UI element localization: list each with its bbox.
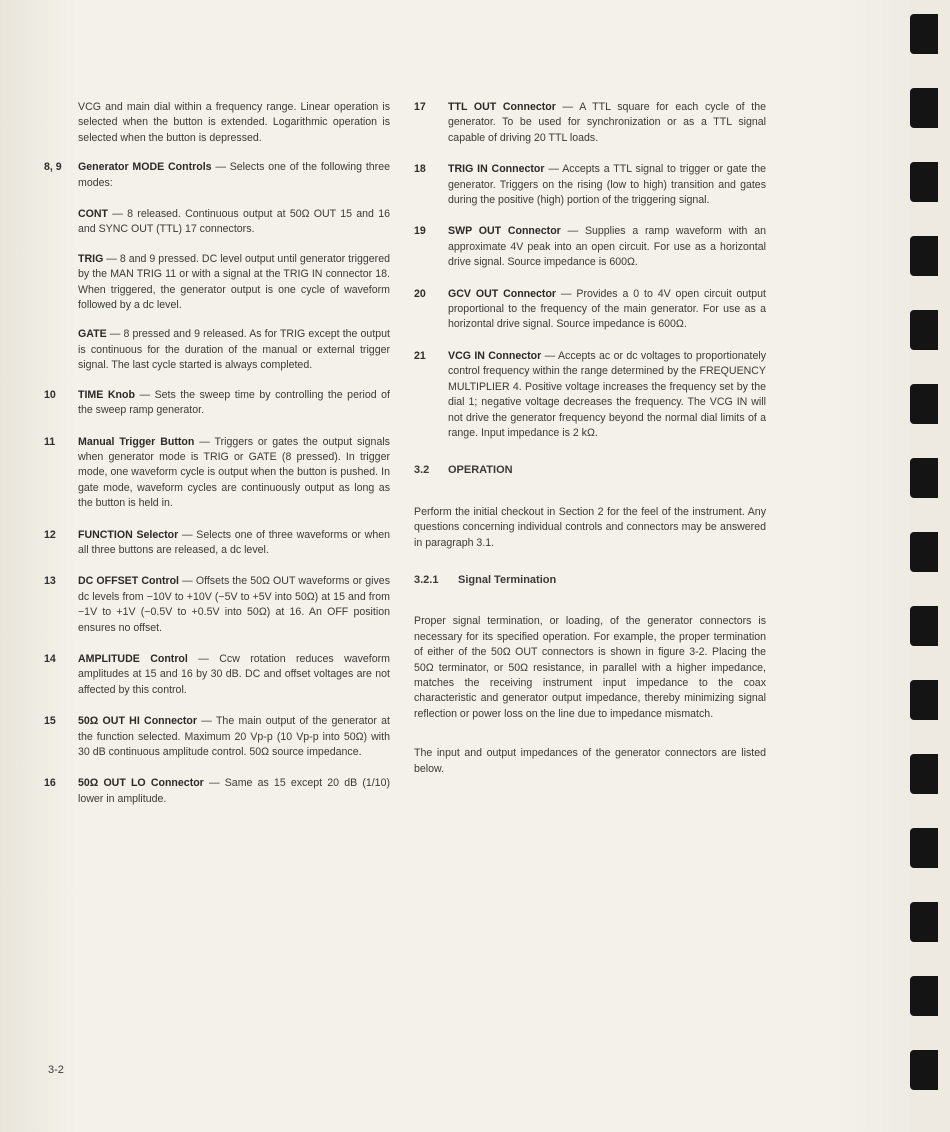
item-number: 12 xyxy=(44,528,56,541)
item-term: 50Ω OUT LO Connector xyxy=(78,777,204,790)
item-term: Manual Trigger Button xyxy=(78,435,195,448)
item-number: 17 xyxy=(414,101,426,113)
mode-label: TRIG xyxy=(78,252,104,265)
item-text: — Selects one of the following three modes: xyxy=(78,161,390,189)
subsection-title: Signal Termination xyxy=(458,573,557,586)
page-number: 3-2 xyxy=(48,1064,64,1076)
binding-ring xyxy=(910,902,938,942)
list-item xyxy=(44,652,390,698)
binding-ring xyxy=(910,828,938,868)
item-number: 18 xyxy=(414,163,426,176)
item-text: — Triggers or gates the output signals when generator mode is TRIG or GATE (8 pressed). In trigger mode, one waveform cycle is output when the button is pushed. In gate mode, waveform cycles are continuously output as long as the button is held in. xyxy=(78,435,390,510)
binding-ring xyxy=(910,236,938,276)
item-term: TIME Knob xyxy=(78,388,135,401)
item-text: — The main output of the generator at the function selected. Maximum 20 Vp-p (10 Vp-p into 50Ω) with 30 dB continuous amplitude control. 50Ω source impedance. xyxy=(78,715,390,758)
list-item xyxy=(414,100,766,146)
right-column xyxy=(414,100,766,791)
spiral-binding xyxy=(910,0,950,1132)
item-text: — Accepts ac or dc voltages to proportionately control frequency within the range determined by the FREQUENCY MULTIPLIER 4. Positive voltage increases the frequency set by the dial 1; negative voltage decreases the frequency. The VCG IN will not drive the generator frequency beyond the normal dial limits of a range. Input impedance is 2 kΩ. xyxy=(448,349,766,439)
list-item xyxy=(44,388,390,419)
mode-label: GATE xyxy=(78,328,107,341)
subsection-heading xyxy=(414,573,766,588)
item-term: FUNCTION Selector xyxy=(78,528,179,541)
item-text: — Same as 15 except 20 dB (1/10) lower in amplitude. xyxy=(78,777,390,805)
list-item xyxy=(414,224,766,270)
binding-ring xyxy=(910,606,938,646)
binding-ring xyxy=(910,310,938,350)
list-item xyxy=(44,528,390,559)
item-term: Generator MODE Controls xyxy=(78,161,212,174)
item-text: — Selects one of three waveforms or when all three buttons are released, a dc level. xyxy=(78,528,390,556)
item-text: — Ccw rotation reduces waveform amplitudes at 15 and 16 by 30 dB. DC and offset voltages are not affected by this control. xyxy=(78,652,390,696)
item-text: — Accepts a TTL signal to trigger or gate the generator. Triggers on the rising (low to high) transition and gates during the positive (high) portion of the triggering signal. xyxy=(448,163,766,207)
list-item xyxy=(44,776,390,807)
list-item xyxy=(414,349,766,441)
list-item xyxy=(44,574,390,636)
list-item xyxy=(414,287,766,333)
list-item xyxy=(44,435,390,512)
item-number: 15 xyxy=(44,715,56,728)
item-number: 10 xyxy=(44,388,56,401)
item-number: 21 xyxy=(414,349,426,362)
item-term: VCG IN Connector xyxy=(448,349,542,362)
subsection-number: 3.2.1 xyxy=(414,573,439,586)
binding-ring xyxy=(910,754,938,794)
item-term: SWP OUT Connector xyxy=(448,225,561,238)
item-term: GCV OUT Connector xyxy=(448,287,557,300)
mode-cont xyxy=(78,207,390,238)
item-term: DC OFFSET Control xyxy=(78,575,180,588)
list-item xyxy=(414,162,766,208)
binding-ring xyxy=(910,458,938,498)
binding-ring xyxy=(910,976,938,1016)
section-heading xyxy=(414,463,766,478)
item-term: 50Ω OUT HI Connector xyxy=(78,715,198,728)
subsection-paragraph: Proper signal termination, or loading, of the generator connectors is necessary for its specified operation. For example, the proper termination of either of the 50Ω OUT connectors is shown in figure 3-2. Placing the 50Ω terminator, or 50Ω resistance, in parallel with a higher impedance, matches the receiving instrument input impedance to the coax characteristic and generator output impedance, thereby minimizing signal reflection or power loss on the line due to impedance mismatch. xyxy=(414,615,766,720)
section-title: OPERATION xyxy=(448,464,513,477)
section-number: 3.2 xyxy=(414,464,430,477)
binding-ring xyxy=(910,88,938,128)
binding-ring xyxy=(910,384,938,424)
binding-ring xyxy=(910,162,938,202)
binding-ring xyxy=(910,14,938,54)
item-text: — A TTL square for each cycle of the generator. To be used for synchronization or as a TTL signal capable of driving 20 TTL loads. xyxy=(448,101,766,144)
mode-text: — 8 released. Continuous output at 50Ω OUT 15 and 16 and SYNC OUT (TTL) 17 connectors. xyxy=(78,208,390,236)
left-column xyxy=(44,100,390,823)
item-term: TTL OUT Connector xyxy=(448,101,556,113)
intro-paragraph: VCG and main dial within a frequency range. Linear operation is selected when the button is extended. Logarithmic operation is selected when the button is depressed. xyxy=(78,101,390,144)
list-item xyxy=(44,160,390,191)
item-term: AMPLITUDE Control xyxy=(78,652,188,665)
item-text: — Offsets the 50Ω OUT waveforms or gives dc levels from −10V to +10V (−5V to +5V into 50Ω) at 15 and from −1V to +1V (−0.5V to +0.5V into 50Ω) at 16. An OFF position ensures no offset. xyxy=(78,575,390,634)
mode-trig xyxy=(78,252,390,314)
item-text: — Sets the sweep time by controlling the period of the sweep ramp generator. xyxy=(78,388,391,417)
mode-label: CONT xyxy=(78,208,109,221)
item-term: TRIG IN Connector xyxy=(448,163,545,176)
binding-ring xyxy=(910,532,938,572)
item-text: — Supplies a ramp waveform with an approximate 4V peak into an open circuit. For use as a horizontal drive signal. Source impedance is 600Ω. xyxy=(448,225,766,269)
item-number: 16 xyxy=(44,777,56,790)
item-text: — Provides a 0 to 4V open circuit output proportional to the frequency of the main generator. For use as a horizontal drive signal. Source impedance is 600Ω. xyxy=(448,287,766,331)
item-number: 8, 9 xyxy=(44,161,62,174)
mode-text: — 8 pressed and 9 released. As for TRIG except the output is continuous for the duration of the manual or external trigger signal. The last cycle started is always completed. xyxy=(78,328,390,372)
binding-ring xyxy=(910,1050,938,1090)
binding-ring xyxy=(910,680,938,720)
list-item xyxy=(44,714,390,760)
section-paragraph: Perform the initial checkout in Section 2 for the feel of the instrument. Any questions concerning individual controls and connectors may be answered in paragraph 3.1. xyxy=(414,505,766,549)
item-number: 20 xyxy=(414,287,426,300)
mode-list xyxy=(78,207,390,374)
item-number: 14 xyxy=(44,652,56,665)
item-number: 11 xyxy=(44,435,56,448)
item-number: 13 xyxy=(44,575,56,588)
item-number: 19 xyxy=(414,225,426,238)
mode-gate xyxy=(78,327,390,373)
closing-paragraph: The input and output impedances of the generator connectors are listed below. xyxy=(414,747,766,775)
mode-text: — 8 and 9 pressed. DC level output until generator triggered by the MAN TRIG 11 or with a signal at the TRIG IN connector 18. When triggered, the generator output is one cycle of waveform followed by a dc level. xyxy=(78,252,390,312)
